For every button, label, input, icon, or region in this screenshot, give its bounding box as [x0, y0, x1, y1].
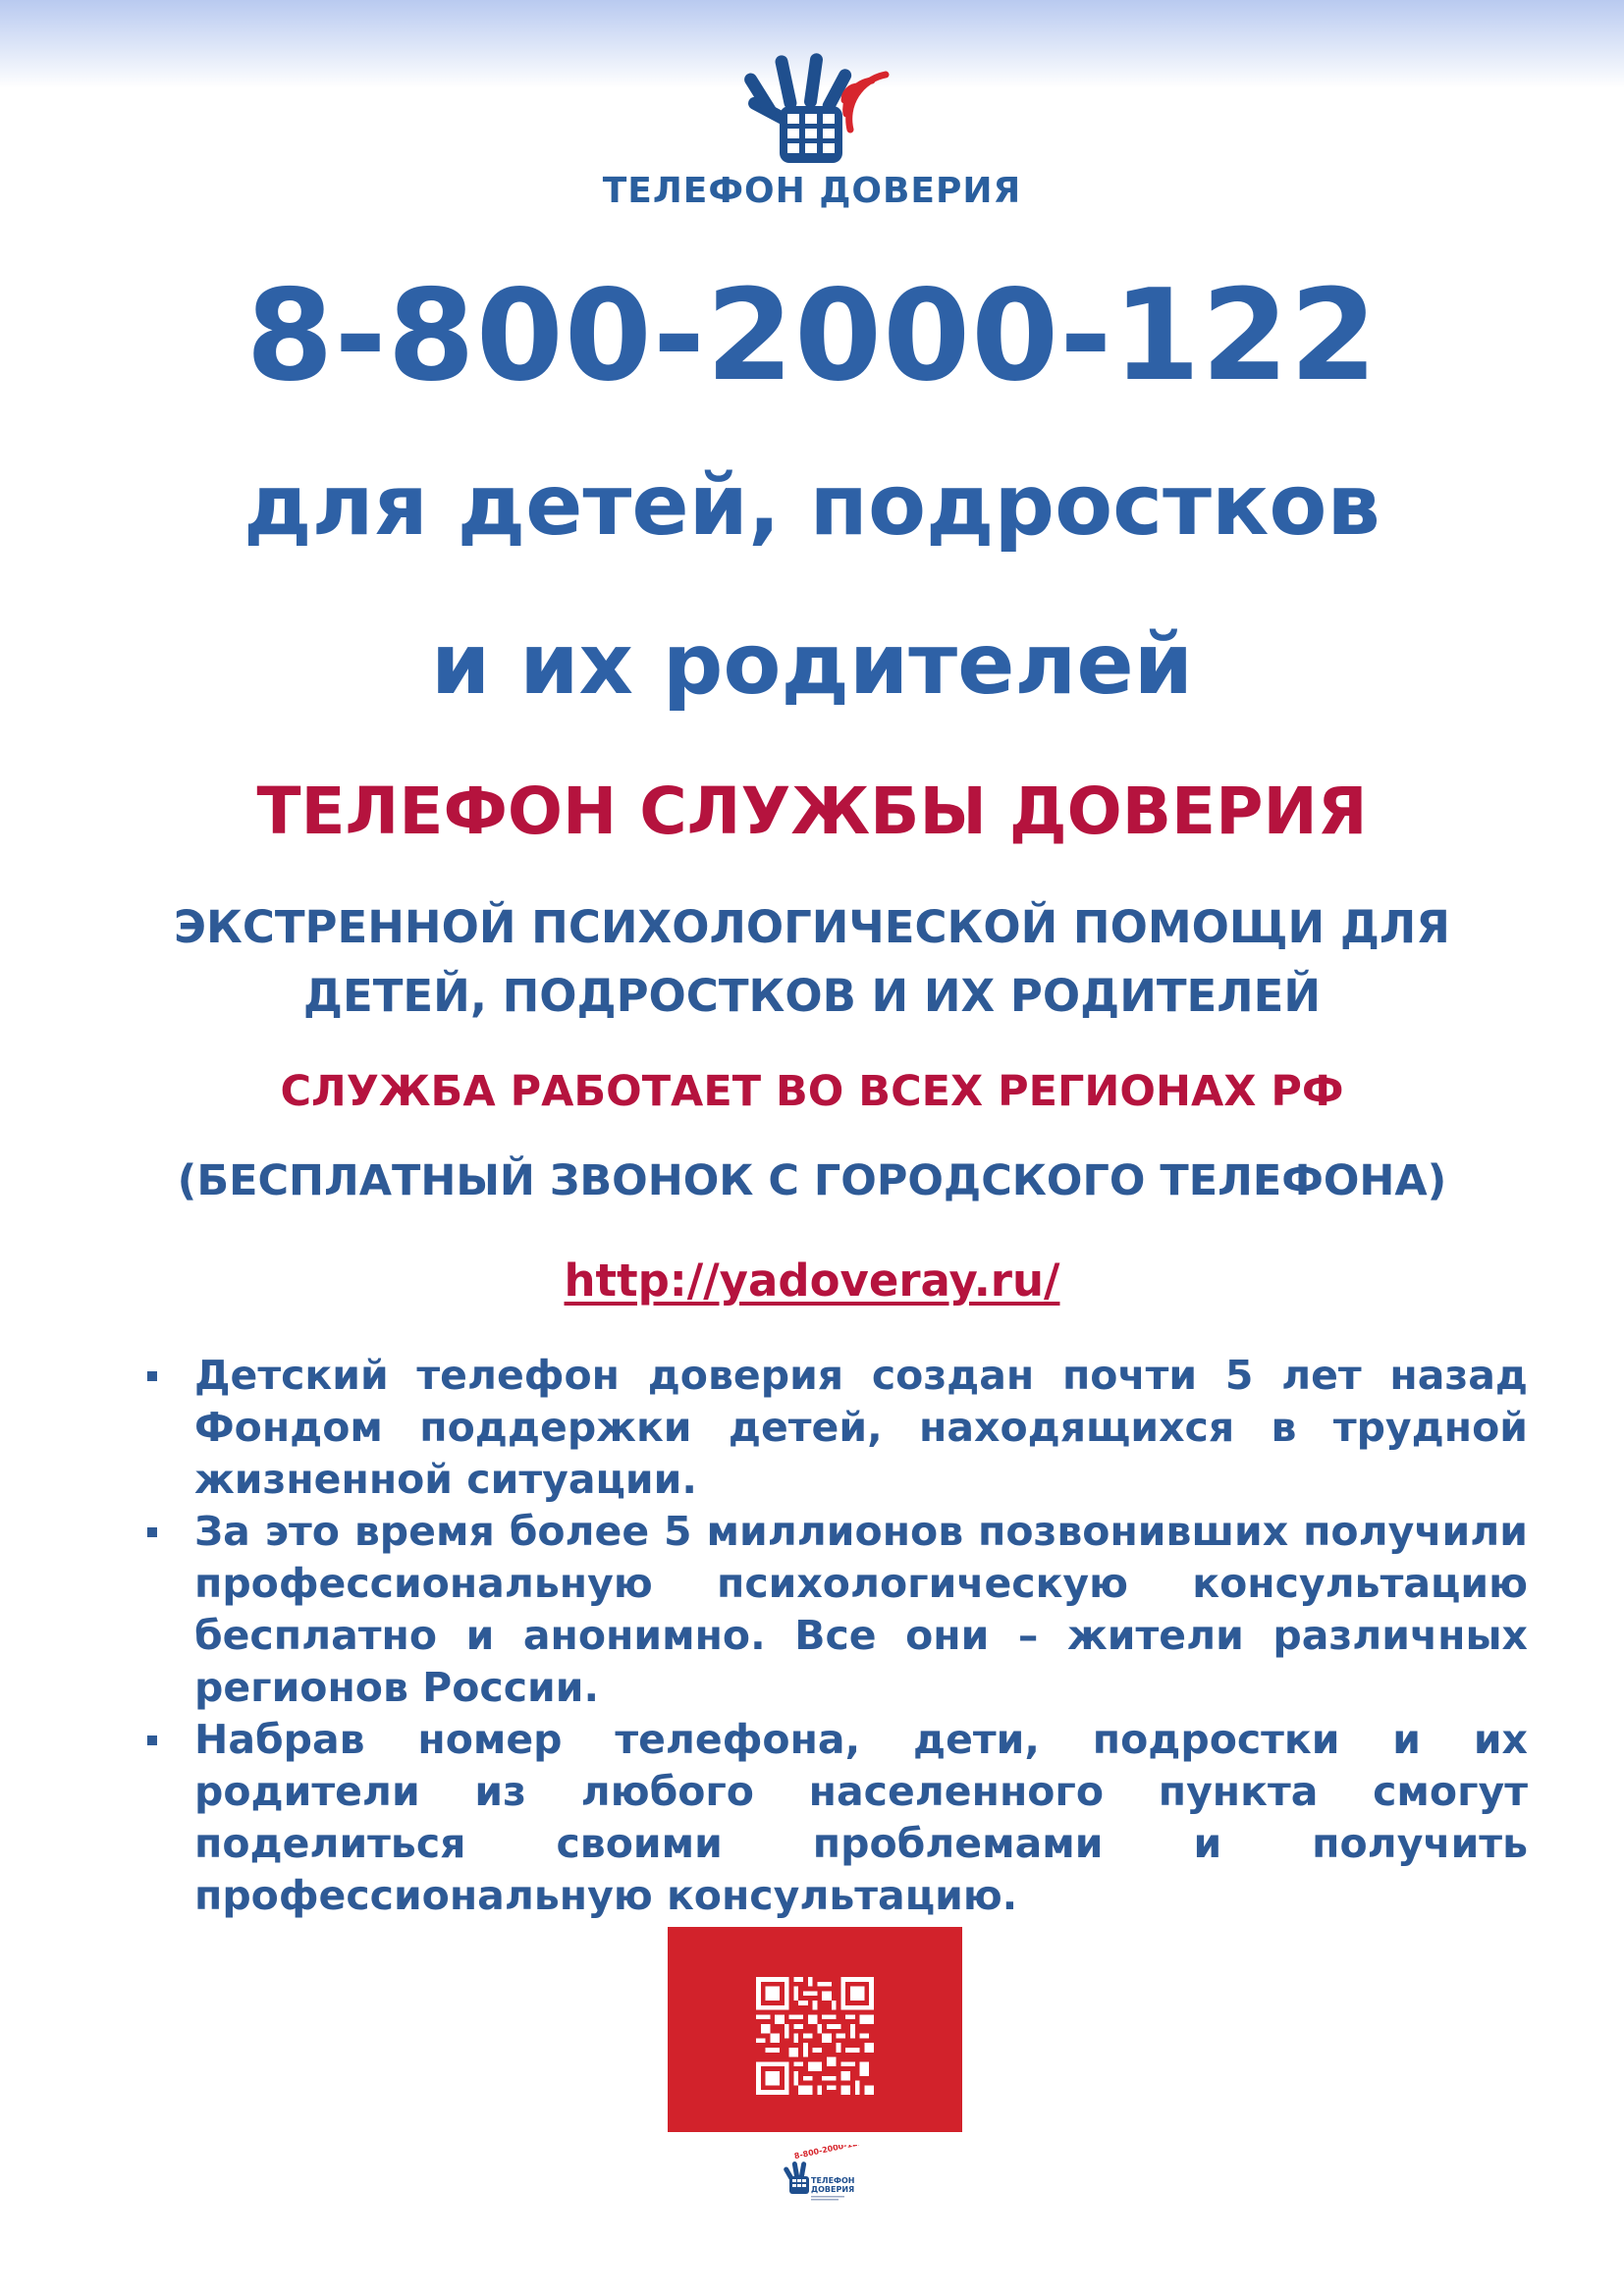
square-bullet-icon [147, 1371, 157, 1381]
facts-list [143, 1350, 1528, 1922]
hotline-phone-number: 8-800-2000-122 [245, 263, 1379, 409]
list-item [143, 1506, 1528, 1714]
small-trust-phone-logo [781, 2145, 859, 2210]
audience-line-1: для детей, подростков [244, 456, 1380, 555]
qr-code-icon [756, 1977, 874, 2095]
service-description [0, 893, 1624, 1031]
small-logo-name-1: ТЕЛЕФОН [811, 2176, 855, 2185]
small-logo-name-2: ДОВЕРИЯ [811, 2185, 855, 2194]
logo-wordmark: ТЕЛЕФОН ДОВЕРИЯ [602, 171, 1022, 211]
service-title: ТЕЛЕФОН СЛУЖБЫ ДОВЕРИЯ [256, 774, 1368, 849]
square-bullet-icon [147, 1527, 157, 1537]
hand-phone-logo-icon [729, 49, 895, 169]
list-item [143, 1350, 1528, 1506]
small-logo-number: 8-800-2000-122 [793, 2145, 859, 2162]
small-hand-logo-icon [781, 2145, 859, 2206]
free-call-note: (БЕСПЛАТНЫЙ ЗВОНОК С ГОРОДСКОГО ТЕЛЕФОНА) [177, 1156, 1447, 1205]
website-link[interactable] [0, 1247, 1624, 1315]
website-link-text[interactable]: http://yadoveray.ru/ [564, 1255, 1060, 1307]
fact-text: Детский телефон доверия создан почти 5 лет назад Фондом поддержки детей, находящихся в трудной жизненной ситуации. [194, 1352, 1528, 1503]
list-item [143, 1714, 1528, 1922]
trust-phone-logo [0, 49, 1624, 211]
qr-code-panel[interactable] [668, 1927, 962, 2132]
audience-line-2: и их родителей [431, 615, 1193, 714]
fact-text: Набрав номер телефона, дети, подростки и их родители из любого населенного пункта смогут поделиться своими проблемами и получить профессиональную консультацию. [194, 1716, 1528, 1919]
square-bullet-icon [147, 1735, 157, 1745]
service-description-line-1: ЭКСТРЕННОЙ ПСИХОЛОГИЧЕСКОЙ ПОМОЩИ ДЛЯ [174, 901, 1450, 953]
coverage-note: СЛУЖБА РАБОТАЕТ ВО ВСЕХ РЕГИОНАХ РФ [280, 1067, 1344, 1116]
fact-text: За это время более 5 миллионов позвонивших получили профессиональную психологическую консультацию бесплатно и анонимно. Все они – жители различных регионов России. [194, 1508, 1528, 1711]
service-description-line-2: ДЕТЕЙ, ПОДРОСТКОВ И ИХ РОДИТЕЛЕЙ [302, 970, 1322, 1022]
